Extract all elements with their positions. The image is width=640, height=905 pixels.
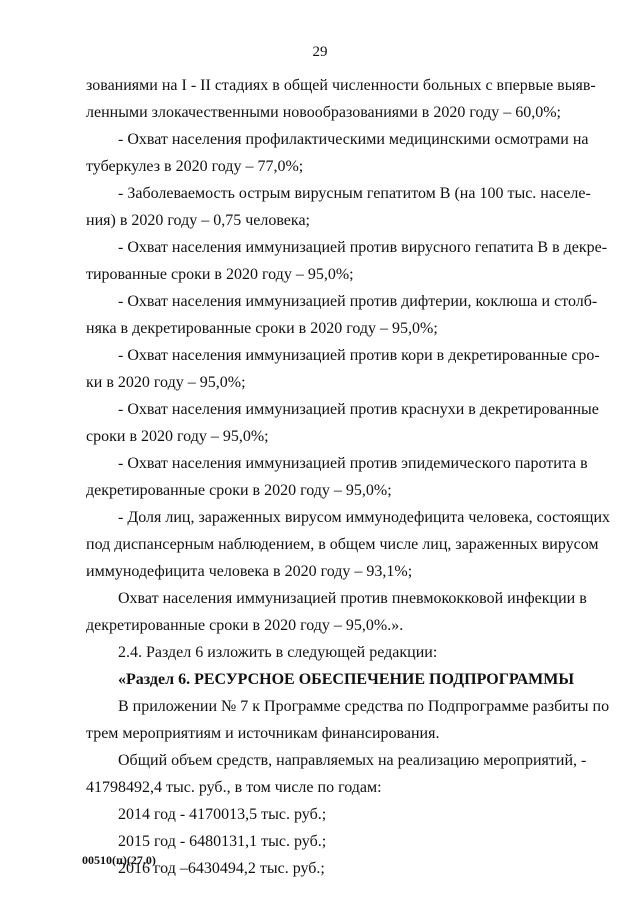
text-line: - Доля лиц, зараженных вирусом иммунодефицита человека, состоящих (118, 509, 610, 526)
text-line: декретированные сроки в 2020 году – 95,0%.». (86, 617, 404, 634)
text-line: зованиями на I - II стадиях в общей численности больных с впервые выяв- (86, 77, 596, 94)
text-line: - Заболеваемость острым вирусным гепатитом В (на 100 тыс. населе- (118, 185, 591, 202)
text-line: туберкулез в 2020 году – 77,0%; (86, 158, 304, 175)
text-line: трем мероприятиям и источникам финансирования. (86, 725, 440, 742)
text-line: - Охват населения иммунизацией против эпидемического паротита в (118, 455, 588, 472)
text-line: - Охват населения иммунизацией против дифтерии, коклюша и столб- (118, 293, 598, 310)
text-line: ния) в 2020 году – 0,75 человека; (86, 212, 310, 229)
text-line: Общий объем средств, направляемых на реализацию мероприятий, - (118, 752, 587, 769)
text-line: няка в декретированные сроки в 2020 году – 95,0%; (86, 320, 438, 337)
text-line: тированные сроки в 2020 году – 95,0%; (86, 266, 354, 283)
text-line: ленными злокачественными новообразованиями в 2020 году – 60,0%; (86, 104, 561, 121)
text-line: сроки в 2020 году – 95,0%; (86, 428, 269, 445)
text-line: 2015 год - 6480131,1 тыс. руб.; (118, 833, 327, 850)
text-line: - Охват населения иммунизацией против кори в декретированные сро- (118, 347, 600, 364)
text-line: 2.4. Раздел 6 изложить в следующей редакции: (118, 644, 438, 661)
text-line: В приложении № 7 к Программе средства по Подпрограмме разбиты по (118, 698, 610, 715)
footer-code: 00510(п)(27.0) (82, 853, 156, 867)
text-line: под диспансерным наблюдением, в общем числе лиц, зараженных вирусом (86, 536, 599, 553)
section-heading: «Раздел 6. РЕСУРСНОЕ ОБЕСПЕЧЕНИЕ ПОДПРОГРАММЫ (118, 671, 575, 688)
document-body (86, 72, 610, 882)
text-line: иммунодефицита человека в 2020 году – 93,1%; (86, 563, 413, 580)
text-line: 2014 год - 4170013,5 тыс. руб.; (118, 806, 327, 823)
text-line: 2016 год –6430494,2 тыс. руб.; (118, 860, 325, 877)
text-line: Охват населения иммунизацией против пневмококковой инфекции в (118, 590, 587, 607)
text-line: - Охват населения профилактическими медицинскими осмотрами на (118, 131, 589, 148)
text-line: декретированные сроки в 2020 году – 95,0%; (86, 482, 392, 499)
text-line: - Охват населения иммунизацией против вирусного гепатита В в декре- (118, 239, 608, 256)
text-line: 41798492,4 тыс. руб., в том числе по годам: (86, 779, 382, 796)
text-line: ки в 2020 году – 95,0%; (86, 374, 246, 391)
text-line: - Охват населения иммунизацией против краснухи в декретированные (118, 401, 599, 418)
page-number: 29 (312, 44, 328, 60)
